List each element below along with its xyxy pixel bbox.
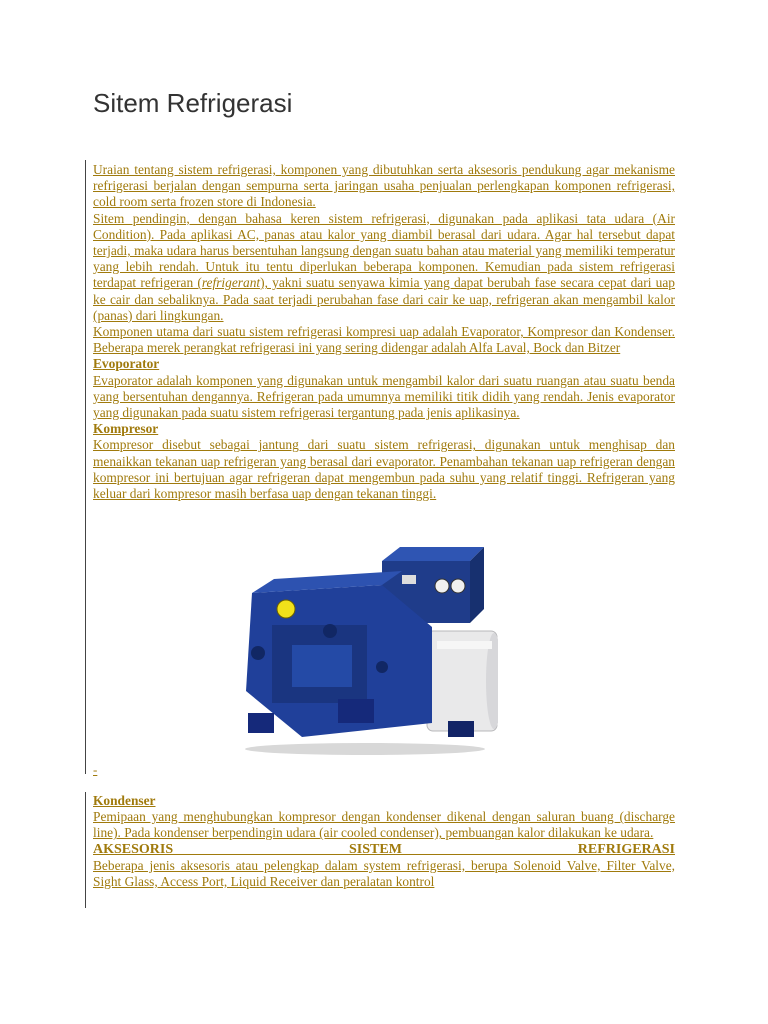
left-rule-top	[85, 160, 86, 774]
p2-italic: refrigerant	[201, 275, 261, 291]
p2-text: Sitem pendingin, dengan bahasa keren sistem refrigerasi, digunakan pada aplikasi tata udara (Air Condition). Pada aplikasi AC, panas atau kalor yang diambil berasal dari udara. Agar hal tersebut dapat terjadi, maka udara harus bersentuhan langsung dengan suatu bahan atau material yang memiliki temperatur yang lebih rendah. Untuk itu tentu diperlukan beberapa komponen. Kemudian pada sistem refrigerasi terdapat refrigeran (	[93, 210, 675, 291]
left-rule-bottom	[85, 792, 86, 908]
paragraph-intro[interactable]: Uraian tentang sistem refrigerasi, komponen yang dibutuhkan serta aksesoris pendukung agar mekanisme refrigerasi berjalan dengan sempurna serta jaringan usaha penjualan perlengkapan komponen refrigerasi, cold room serta frozen store di Indonesia.	[93, 162, 675, 210]
p2-end: ), yakni suatu senyawa kimia yang dapat berubah fase secara cepat dari uap ke cair dan sebaliknya. Pada saat terjadi perubahan fase dari cair ke uap, refrigeran akan mengambil kalor (panas) dari lingkungan.	[93, 275, 675, 323]
heading-evaporator[interactable]: Evoporator	[93, 356, 160, 372]
heading-aksesoris[interactable]: AKSESORIS SISTEM REFRIGERASI	[93, 841, 675, 857]
paragraph-kondenser[interactable]: Pemipaan yang menghubungkan kompresor dengan kondenser dikenal dengan saluran buang (discharge line). Pada kondenser berpendingin udara (air cooled condenser), pembuangan kalor dilakukan ke udara.	[93, 809, 675, 841]
heading-kompresor[interactable]: Kompresor	[93, 421, 159, 437]
text-block-bottom	[93, 793, 675, 890]
dash-mark: -	[93, 762, 98, 777]
compressor-image	[232, 541, 498, 761]
paragraph-komponen[interactable]: Komponen utama dari suatu sistem refrigerasi kompresi uap adalah Evaporator, Kompresor dan Kondenser. Beberapa merek perangkat refrigerasi ini yang sering didengar adalah Alfa Laval, Bock dan Bitzer	[93, 324, 675, 356]
heading-kondenser[interactable]: Kondenser	[93, 793, 156, 808]
text-block-top	[93, 162, 675, 502]
page-title: Sitem Refrigerasi	[93, 88, 293, 118]
paragraph-kompresor[interactable]: Kompresor disebut sebagai jantung dari suatu sistem refrigerasi, digunakan untuk menghisap dan menaikkan tekanan uap refrigeran yang berasal dari evaporator. Penambahan tekanan uap refrigeran dengan kompresor ini bertujuan agar refrigeran dapat mengembun pada suhu yang relatif tinggi. Refrigeran yang keluar dari kompresor masih berfasa uap dengan tekanan tinggi.	[93, 437, 675, 502]
paragraph-sistem-pendingin[interactable]	[93, 211, 675, 324]
paragraph-aksesoris[interactable]: Beberapa jenis aksesoris atau pelengkap dalam system refrigerasi, berupa Solenoid Valve, Filter Valve, Sight Glass, Access Port, Liquid Receiver dan peralatan kontrol	[93, 857, 675, 890]
paragraph-evaporator[interactable]: Evaporator adalah komponen yang digunakan untuk mengambil kalor dari suatu ruangan atau suatu benda yang bersentuhan dengannya. Refrigeran pada umumnya memiliki titik didih yang rendah. Jenis evaporator yang digunakan pada suatu sistem refrigerasi tergantung pada jenis aplikasinya.	[93, 372, 675, 421]
